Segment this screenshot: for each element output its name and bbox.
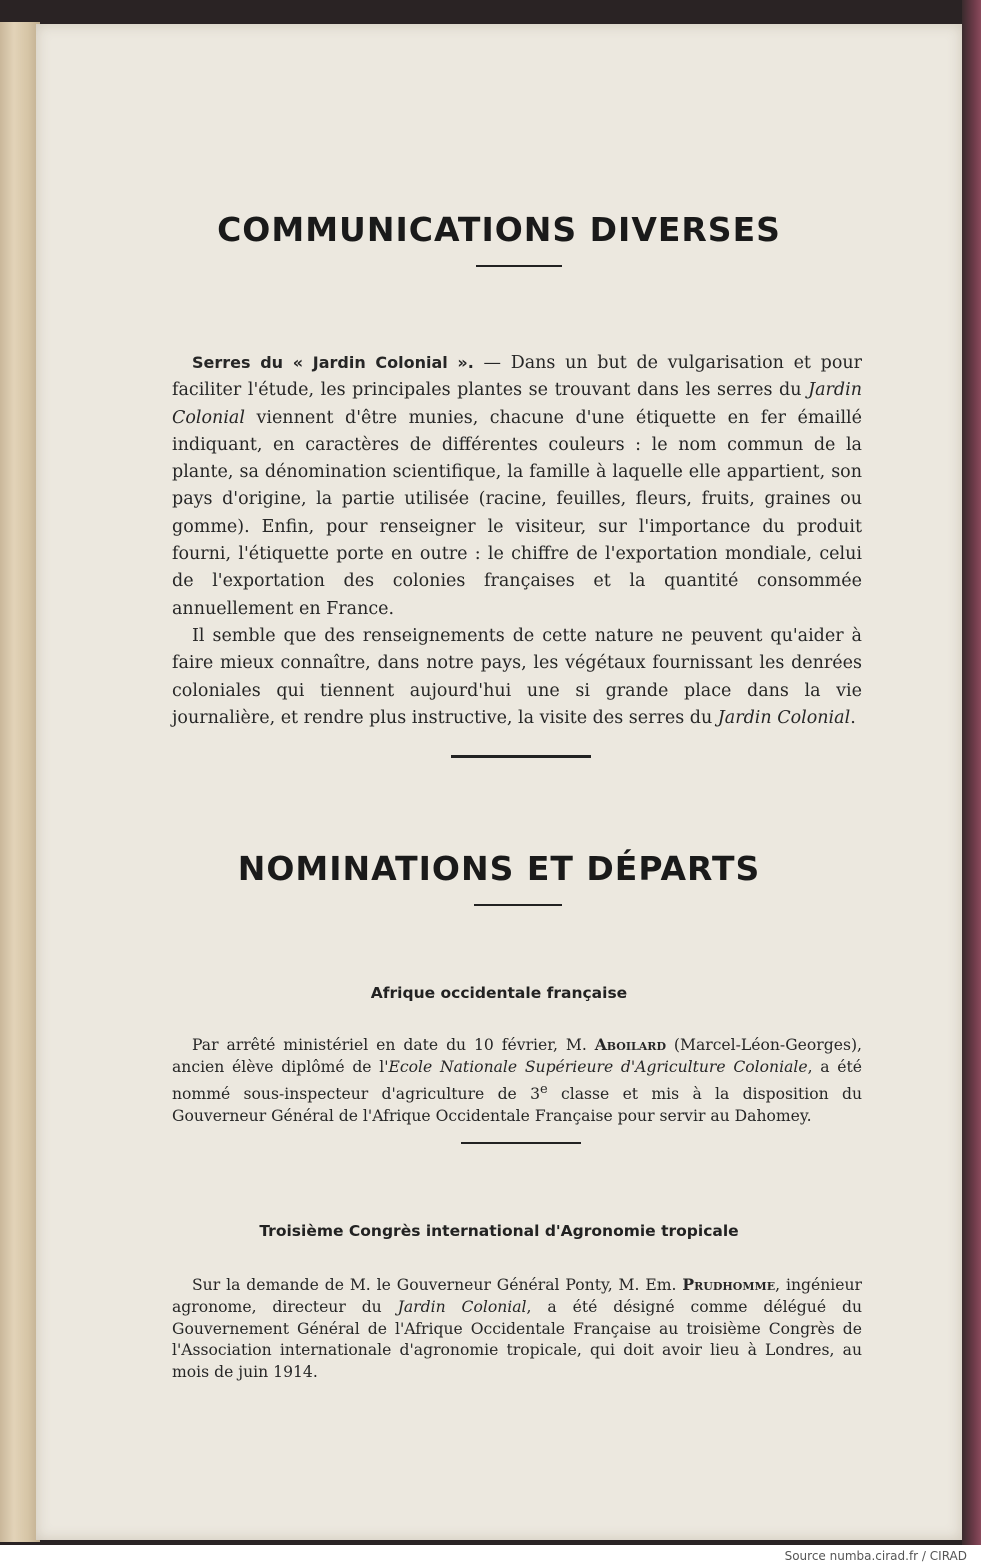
subheading-congres: Troisième Congrès international d'Agronomie tropicale (259, 1222, 739, 1240)
paragraph-text: viennent d'être munies, chacune d'une étiquette en fer émaillé indiquant, en caractères de différentes couleurs : le nom commun de la plante, sa dénomination scientifique, la famille à laquelle elle appartient, son pays d'origine, la partie utilisée (racine, feuilles, fleurs, fruits, graines ou gomme). Enfin, pour renseigner le visiteur, sur l'importance du produit fourni, l'étiquette porte en outre : le chiffre de l'exportation mondiale, celui de l'exportation des colonies françaises et la quantité consommée annuellement en France. (172, 407, 862, 619)
divider (474, 904, 562, 906)
person-name: Prudhomme (682, 1275, 776, 1294)
paragraph-prudhomme (172, 1274, 862, 1384)
section-title-nominations: NOMINATIONS ET DÉPARTS (237, 849, 761, 888)
subheading-afrique: Afrique occidentale française (370, 984, 628, 1002)
paragraph-text: Sur la demande de M. le Gouverneur Général Ponty, M. Em. (192, 1276, 683, 1294)
paragraph-italic: Jardin Colonial (397, 1297, 527, 1316)
divider (476, 265, 562, 267)
paragraph-text: classe et mis à la disposition du Gouverneur Général de l'Afrique Occidentale Française pour servir au Dahomey. (172, 1084, 862, 1125)
paragraph-italic: Jardin Colonial (172, 380, 862, 428)
divider (461, 1142, 581, 1144)
paragraph-text: — Dans un but de vulgarisation et pour faciliter l'étude, les principales plantes se trouvant dans les serres du (172, 353, 863, 401)
paragraph-text: (Marcel-Léon-Georges), ancien élève diplômé de l' (172, 1036, 862, 1076)
book-spine (0, 22, 40, 1542)
paragraph-text: , a été nommé sous-inspecteur d'agriculture de 3 (172, 1057, 863, 1103)
paragraph-text: . (850, 707, 856, 728)
ordinal-superscript: e (540, 1081, 548, 1097)
paragraph-aboilard (172, 1034, 862, 1127)
section-title-communications: COMMUNICATIONS DIVERSES (217, 210, 781, 249)
paragraph-text: , ingénieur agronome, directeur du (172, 1276, 862, 1316)
book-edge (962, 0, 981, 1545)
paragraph-italic: Jardin Colonial (717, 707, 851, 728)
person-name: Aboilard (594, 1035, 666, 1054)
page (36, 24, 962, 1540)
paragraph-text: Par arrêté ministériel en date du 10 février, M. (192, 1036, 595, 1054)
paragraph-text: Il semble que des renseignements de cette nature ne peuvent qu'aider à faire mieux connaître, dans notre pays, les végétaux fournissant les denrées coloniales qui tiennent aujourd'hui une si grande place dans la vie journalière, et rendre plus instructive, la visite des serres du (172, 626, 862, 728)
paragraph-renseignements (172, 623, 862, 732)
paragraph-lead: Serres du « Jardin Colonial ». (192, 353, 474, 372)
paragraph-text: , a été désigné comme délégué du Gouvernement Général de l'Afrique Occidentale Française au troisième Congrès de l'Association internationale d'agronomie tropicale, qui doit avoir lieu à Londres, au mois de juin 1914. (172, 1297, 862, 1382)
source-credit: Source numba.cirad.fr / CIRAD (784, 1549, 967, 1563)
paragraph-serres (172, 349, 862, 623)
divider (451, 755, 591, 758)
paragraph-italic: Ecole Nationale Supérieure d'Agriculture Coloniale (388, 1057, 808, 1076)
